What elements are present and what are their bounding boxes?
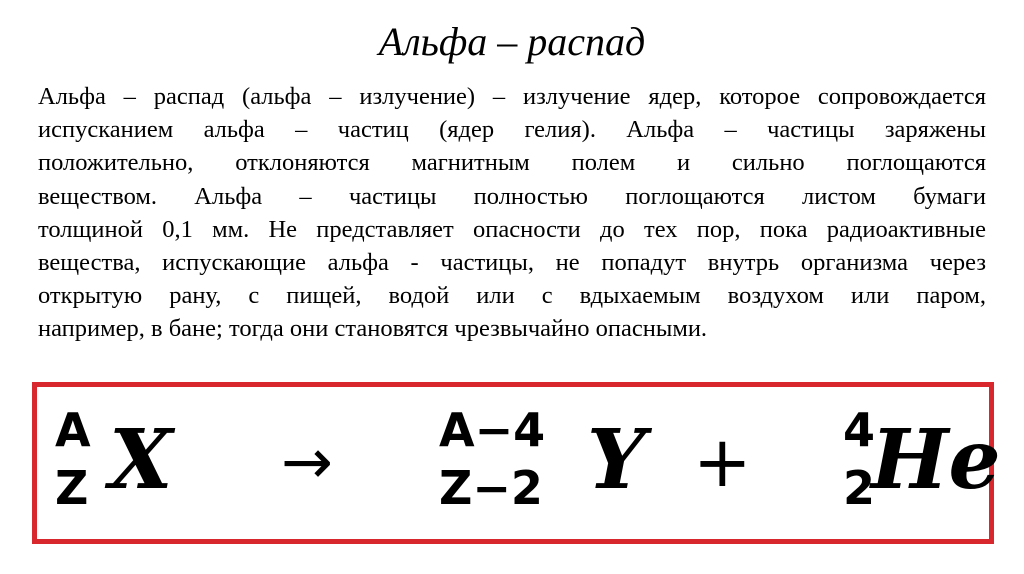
daughter-mass-number: A−4 bbox=[439, 403, 546, 457]
paragraph-line: испусканием альфа – частиц (ядер гелия). Альфа – частицы заряжены bbox=[38, 116, 986, 144]
parent-symbol: X bbox=[109, 412, 173, 508]
daughter-symbol: Y bbox=[587, 412, 646, 508]
paragraph-line: толщиной 0,1 мм. Не представляет опасности до тех пор, пока радиоактивные bbox=[38, 215, 986, 243]
helium-mass-number: 4 bbox=[843, 403, 876, 457]
helium-charge-number: 2 bbox=[843, 461, 876, 515]
daughter-charge-number: Z−2 bbox=[439, 461, 543, 515]
paragraph-line: веществом. Альфа – частицы полностью поглощаются листом бумаги bbox=[38, 182, 986, 210]
plus-sign: + bbox=[693, 421, 752, 503]
helium-symbol: He bbox=[871, 412, 1001, 508]
decay-equation-box bbox=[32, 382, 1001, 544]
reaction-arrow: → bbox=[281, 425, 333, 498]
description-paragraph bbox=[38, 80, 986, 346]
paragraph-line: открытую рану, с пищей, водой или с вдыхаемым воздухом или паром, bbox=[38, 282, 986, 310]
paragraph-line: вещества, испускающие альфа - частицы, не попадут внутрь организма через bbox=[38, 249, 986, 277]
paragraph-line: положительно, отклоняются магнитным полем и сильно поглощаются bbox=[38, 149, 986, 177]
paragraph-line: например, в бане; тогда они становятся чрезвычайно опасными. bbox=[38, 315, 708, 343]
parent-charge-number: Z bbox=[55, 461, 89, 515]
page-title: Альфа – распад bbox=[378, 19, 646, 64]
paragraph-line: Альфа – распад (альфа – излучение) – излучение ядер, которое сопровождается bbox=[38, 83, 986, 110]
parent-mass-number: A bbox=[55, 403, 91, 457]
